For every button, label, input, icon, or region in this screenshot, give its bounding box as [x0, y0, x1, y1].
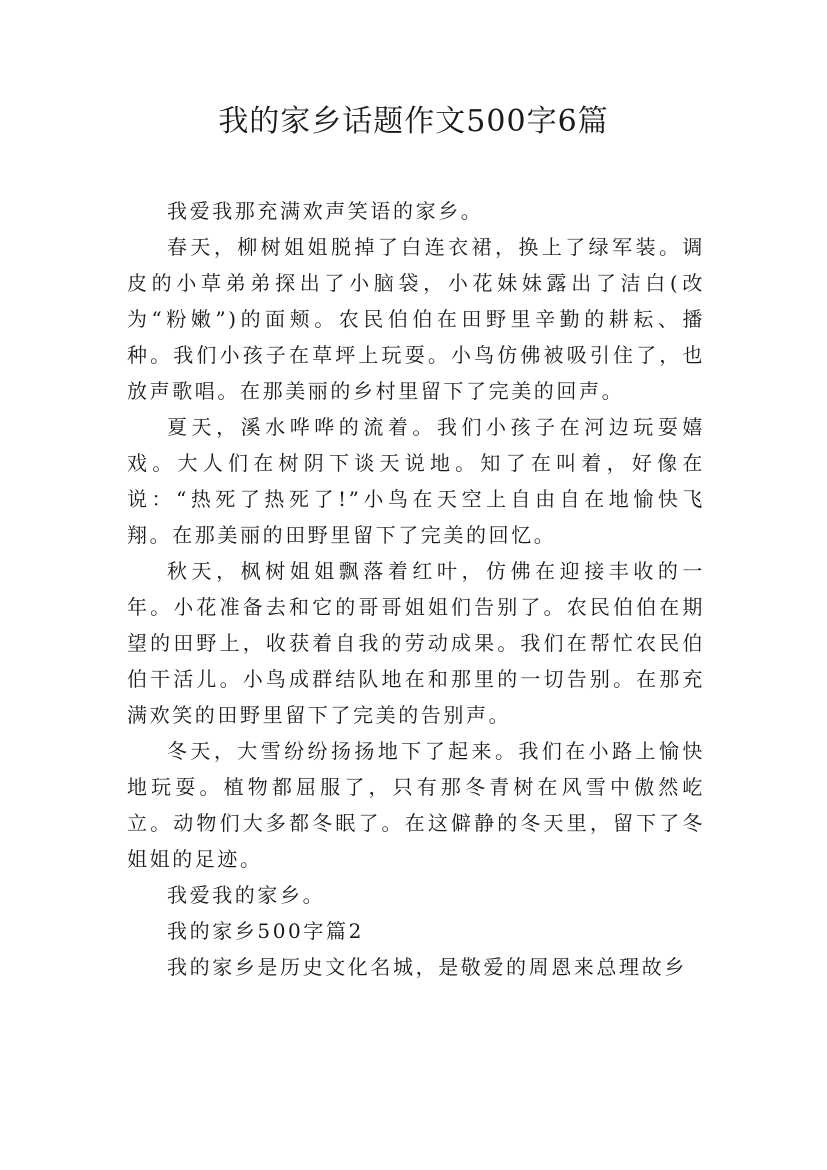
- document-body: [127, 193, 705, 985]
- paragraph-summer: 夏天，溪水哗哗的流着。我们小孩子在河边玩耍嬉戏。大人们在树阴下谈天说地。知了在叫着，好像在说：“热死了热死了!”小鸟在天空上自由自在地愉快飞翔。在那美丽的田野里留下了完美的回忆。: [127, 415, 705, 547]
- paragraph-intro: 我爱我那充满欢声笑语的家乡。: [167, 199, 484, 223]
- section-heading: 我的家乡500字篇2: [167, 919, 364, 943]
- paragraph-winter: 冬天，大雪纷纷扬扬地下了起来。我们在小路上愉快地玩耍。植物都屈服了，只有那冬青树在风雪中傲然屹立。动物们大多都冬眠了。在这僻静的冬天里，留下了冬姐姐的足迹。: [127, 739, 705, 871]
- paragraph-autumn: 秋天，枫树姐姐飘落着红叶，仿佛在迎接丰收的一年。小花准备去和它的哥哥姐姐们告别了。农民伯伯在期望的田野上，收获着自我的劳动成果。我们在帮忙农民伯伯干活儿。小鸟成群结队地在和那里的一切告别。在那充满欢笑的田野里留下了完美的告别声。: [127, 559, 705, 727]
- paragraph-conclusion: 我爱我的家乡。: [167, 883, 326, 907]
- paragraph-spring: 春天，柳树姐姐脱掉了白连衣裙，换上了绿军装。调皮的小草弟弟探出了小脑袋，小花妹妹露出了洁白(改为“粉嫩”)的面颊。农民伯伯在田野里辛勤的耕耘、播种。我们小孩子在草坪上玩耍。小鸟仿佛被吸引住了，也放声歌唱。在那美丽的乡村里留下了完美的回声。: [127, 235, 705, 403]
- paragraph-essay-2: 我的家乡是历史文化名城，是敬爱的周恩来总理故乡: [167, 955, 687, 979]
- document-title: 我的家乡话题作文500字6篇: [218, 104, 609, 139]
